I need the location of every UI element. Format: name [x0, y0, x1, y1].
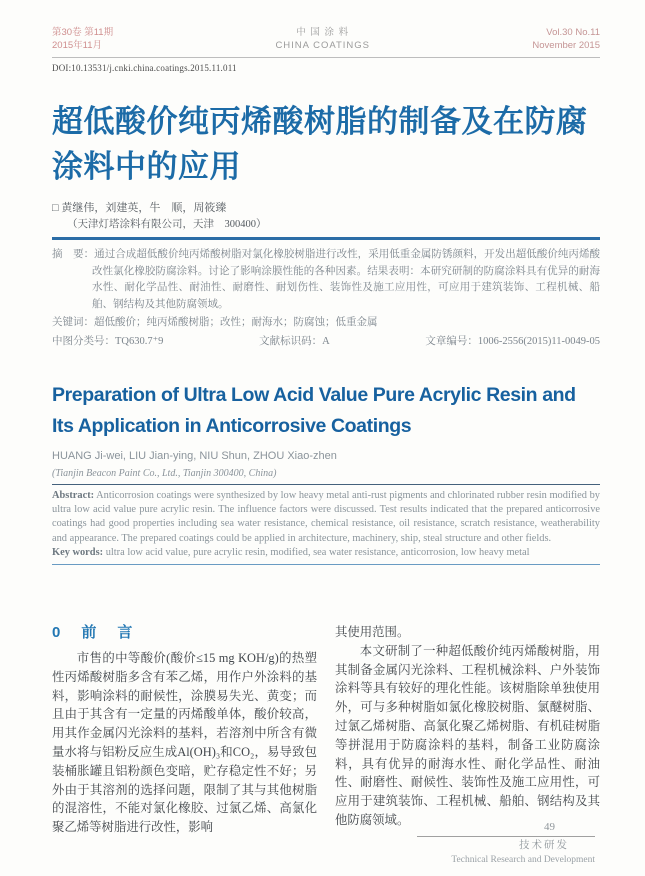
- footer-column-en: Technical Research and Development: [451, 855, 595, 865]
- authors-en: HUANG Ji-wei, LIU Jian-ying, NIU Shun, ZHOU Xiao-zhen: [52, 450, 337, 462]
- article-id: [425, 334, 600, 350]
- keywords-zh: [52, 315, 600, 331]
- journal-masthead: [52, 26, 600, 58]
- document-code-label: 文献标识码：: [259, 336, 323, 347]
- keywords-en-label: Key words:: [52, 546, 104, 558]
- keywords-en: [52, 546, 600, 560]
- abstract-zh-label: 摘 要：: [52, 249, 95, 260]
- section-heading-intro: 0 前 言: [52, 624, 136, 642]
- body-paragraph-left: 市售的中等酸价(酸价≤15 mg KOH/g)的热塑性丙烯酸树脂多含有苯乙烯，用作户外涂料的基料，影响涂料的耐候性，涂膜易失光、黄变；而且由于其含有一定量的丙烯酸单体，酸价较高，用其作金属闪光涂料的基料，若溶剂中所含有微量水将与铝粉反应生成Al(OH)₃和CO₂，易导致包装桶胀罐且铝粉颜色变暗，贮存稳定性不好；另外由于其溶剂的选择问题，限制了其与其他树脂的混溶性，不能对氯化橡胶、过氯乙烯、高氯化聚乙烯等树脂进行改性，影响: [52, 651, 317, 835]
- affiliation-zh: （天津灯塔涂料有限公司，天津 300400）: [67, 219, 267, 230]
- volume-issue-en: Vol.30 No.11: [546, 27, 600, 38]
- divider-blue-thin: [52, 564, 600, 565]
- masthead-volume-issue-zh: [52, 26, 113, 52]
- keywords-zh-label: 关键词：: [52, 317, 94, 328]
- document-code: [259, 334, 330, 350]
- article-id-label: 文章编号：: [425, 336, 478, 347]
- divider-thick-blue: [52, 237, 600, 240]
- keywords-zh-text: 超低酸价；纯丙烯酸树脂；改性；耐海水；防腐蚀；低重金属: [94, 317, 378, 328]
- abstract-zh-text: 通过合成超低酸价纯丙烯酸树脂对氯化橡胶树脂进行改性，采用低重金属防锈颜料，开发出超低酸价纯丙烯酸改性氯化橡胶防腐涂料。讨论了影响涂膜性能的各种因素。结果表明：本研究研制的防腐涂料具有优异的耐海水性、耐化学品性、耐油性、耐磨性、耐划伤性、装饰性及施工应用性，可应用于建筑装饰、工程机械、船舶、钢结构及其他防腐领域。: [92, 249, 601, 310]
- body-column-left: [52, 623, 317, 837]
- abstract-en-text: Anticorrosion coatings were synthesized by low heavy metal anti-rust pigments and chlorinated rubber resin modified by ultra low acid value pure acrylic resin. The influence factors were discussed. Test results indicated that the prepared anticorrosive coatings had good properties including sea water resistance, chemical resistance, oil resistance, scratch resistance, weatherability and appearance. The prepared coatings could be applied in architecture, machinery, ship, steal structure and other fields.: [52, 490, 600, 544]
- article-title-en-line2: Its Application in Anticorrosive Coatings: [52, 415, 412, 437]
- volume-issue-zh: 第30卷 第11期: [52, 27, 114, 38]
- clc-value: TQ630.7⁺9: [115, 336, 164, 347]
- date-en: November 2015: [532, 40, 600, 51]
- journal-name-en: CHINA COATINGS: [275, 40, 371, 51]
- keywords-en-text: ultra low acid value, pure acrylic resin, modified, sea water resistance, anticorrosion, low heavy metal: [103, 546, 530, 558]
- abstract-en-label: Abstract:: [52, 490, 95, 501]
- article-title-zh-line2: 涂料中的应用: [52, 149, 241, 184]
- footer-divider: [417, 836, 595, 837]
- doi-line: DOI:10.13531/j.cnki.china.coatings.2015.11.011: [52, 63, 237, 73]
- clc-number: [52, 334, 163, 350]
- abstract-zh: [52, 247, 600, 313]
- article-title-zh: [52, 99, 600, 189]
- page-number: 49: [544, 821, 555, 833]
- journal-name-zh: 中 国 涂 料: [296, 27, 350, 38]
- article-id-value: 1006-2556(2015)11-0049-05: [477, 336, 600, 347]
- classification-row: [52, 334, 600, 350]
- document-code-value: A: [322, 336, 330, 347]
- article-title-zh-line1: 超低酸价纯丙烯酸树脂的制备及在防腐: [52, 104, 588, 139]
- article-title-en: [52, 380, 600, 442]
- body-column-right: [335, 623, 600, 837]
- clc-label: 中图分类号：: [52, 336, 115, 347]
- date-zh: 2015年11月: [52, 40, 102, 51]
- page-footer: [417, 821, 595, 866]
- masthead-volume-issue-en: [532, 26, 600, 52]
- divider-navy-thin: [52, 484, 600, 485]
- footer-column-zh: 技术研发: [519, 840, 569, 851]
- authors-zh: □ 黄继伟，刘建英，牛 顺，周筱臻: [52, 202, 227, 214]
- abstract-en: [52, 489, 600, 546]
- body-paragraph-right-continuation: 其使用范围。: [335, 625, 410, 640]
- article-title-en-line1: Preparation of Ultra Low Acid Value Pure Acrylic Resin and: [52, 384, 576, 406]
- affiliation-en: (Tianjin Beacon Paint Co., Ltd., Tianjin 300400, China): [52, 468, 277, 479]
- article-body: [52, 623, 600, 837]
- masthead-journal-name: [275, 26, 370, 52]
- body-paragraph-right: 本文研制了一种超低酸价纯丙烯酸树脂，用其制备金属闪光涂料、工程机械涂料、户外装饰涂料等具有较好的理化性能。该树脂除单独使用外，可与多种树脂如氯化橡胶树脂、氯醚树脂、过氯乙烯树脂、高氯化聚乙烯树脂、有机硅树脂等拼混用于防腐涂料的基料，制备工业防腐涂料，具有优异的耐海水性、耐化学品性、耐油性、耐磨性、耐候性、装饰性及施工应用性，可应用于建筑装饰、工程机械、船舶、钢结构及其他防腐领域。: [335, 643, 600, 827]
